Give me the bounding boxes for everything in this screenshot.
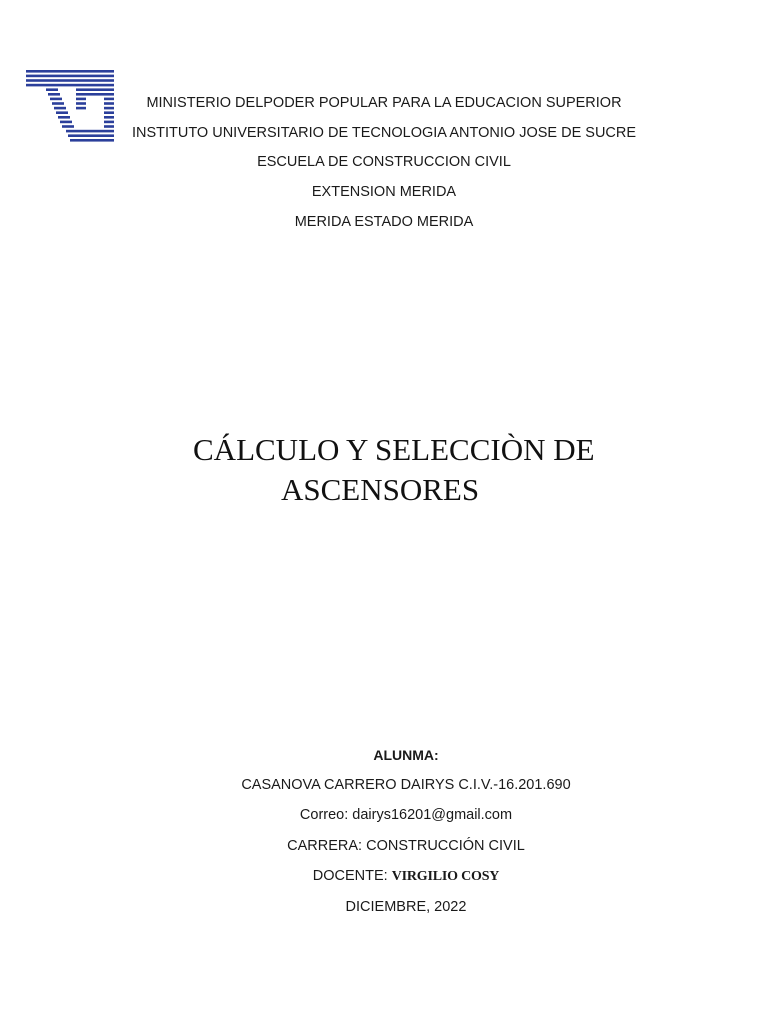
title-line-2: ASCENSORES: [281, 472, 480, 507]
document-title: [0, 430, 768, 510]
header-line-school: ESCUELA DE CONSTRUCCION CIVIL: [257, 154, 511, 171]
student-name: CASANOVA CARRERO DAIRYS C.I.V.-16.201.690: [241, 777, 571, 794]
student-info: [0, 740, 768, 922]
student-heading: ALUNMA:: [373, 747, 439, 763]
institution-header: [0, 89, 768, 238]
title-line-1: CÁLCULO Y SELECCIÒN DE: [193, 432, 595, 467]
header-line-institute: INSTITUTO UNIVERSITARIO DE TECNOLOGIA ANTONIO JOSE DE SUCRE: [131, 124, 637, 141]
docente-name: VIRGILIO COSY: [391, 868, 500, 884]
docente-line: [241, 861, 570, 892]
document-date: DICIEMBRE, 2022: [345, 899, 467, 916]
header-line-location: MERIDA ESTADO MERIDA: [294, 213, 474, 230]
header-line-extension: EXTENSION MERIDA: [311, 184, 457, 201]
docente-label: DOCENTE:: [312, 867, 392, 884]
student-email: Correo: dairys16201@gmail.com: [299, 807, 513, 824]
header-line-ministry: MINISTERIO DELPODER POPULAR PARA LA EDUCACION SUPERIOR: [146, 95, 622, 111]
student-career: CARRERA: CONSTRUCCIÓN CIVIL: [287, 837, 525, 854]
